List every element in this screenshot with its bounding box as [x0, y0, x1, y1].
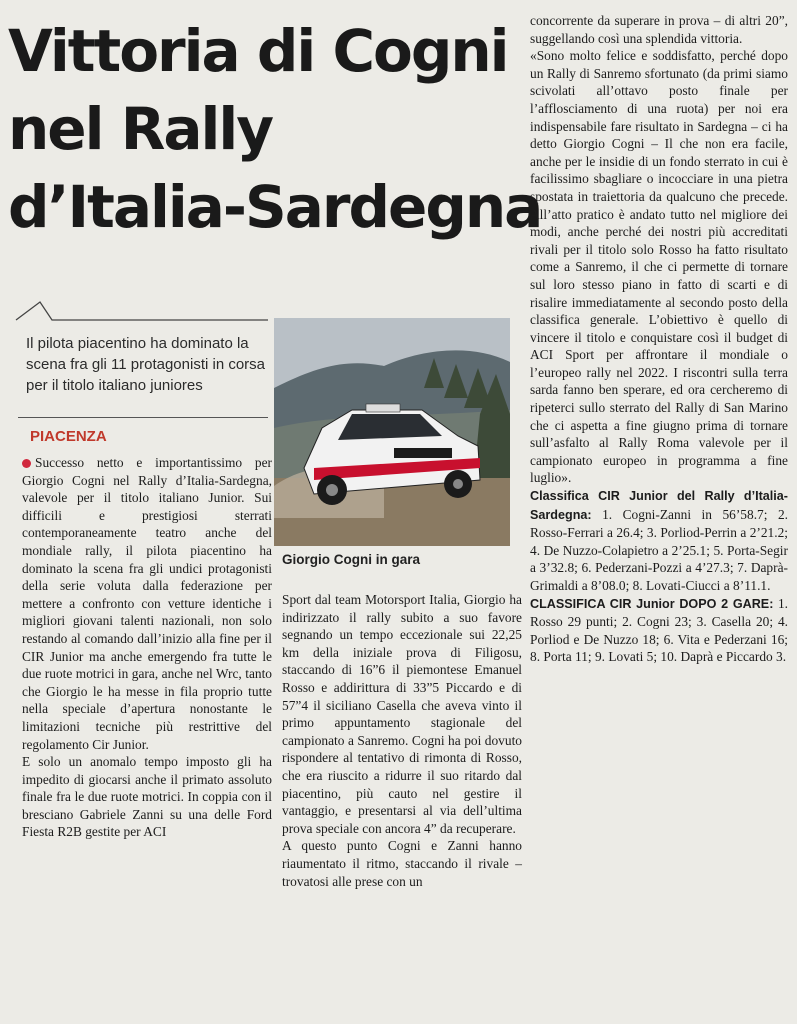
summary-divider [18, 417, 268, 418]
standings-label: CLASSIFICA CIR Junior DOPO 2 GARE: [530, 596, 774, 611]
article-column-3 [530, 12, 788, 666]
rally-photo [274, 318, 510, 546]
paragraph: Sport dal team Motorsport Italia, Giorgio ha indirizzato il rally subito a suo favore segnando un tempo eccezionale sui 22,25 km della iniziale prova di Filigosu, staccando di 16”6 il piemontese Emanuel Rosso e addirittura di 33”5 Piccardo e di 57”4 il siciliano Casella che aveva vinto il primo appuntamento stagionale del campionato a Sanremo. Cogni ha poi dovuto rispondere al tentativo di rimonta di Rosso, che era riuscito a ridurre il suo ritardo dal piacentino, più cauto nel gestire il vantaggio, e presentarsi al via dell’ultima prova speciale con ancora 4” da recuperare. [282, 592, 522, 836]
headline-line-3: d’Italia-Sardegna [8, 173, 542, 241]
summary-rule-icon [14, 296, 268, 322]
headline-line-2: nel Rally [8, 95, 273, 163]
paragraph-text: Successo netto e importantissimo per Giorgio Cogni nel Rally d’Italia-Sardegna, valevole per il titolo italiano Junior. Sui difficili e prestigiosi sterrati contemporaneamente teatro anche del mondiale rally, il pilota piacentino ha dominato la scena fra gli undici protagonisti della serie voluta dalla federazione per mettere a confronto con vetture identiche i migliori giovani talenti nazionali, non solo restando al comando dall’inizio alla fine per il CIR Junior ma anche emergendo fra tutte le due ruote motrici in gara, anche nel Wrc, tanto che Giorgio le ha messe in fila proprio tutte nella speciale d’apertura nonostante le limitazioni tecniche più restrittive del regolamento Cir Junior. [22, 455, 272, 752]
summary: Il pilota piacentino ha dominato la scena fra gli 11 protagonisti in corsa per il titolo italiano juniores [26, 335, 266, 394]
championship-standings [530, 595, 788, 666]
photo-caption: Giorgio Cogni in gara [282, 552, 420, 567]
standings-text: 1. Rosso 29 punti; 2. Cogni 23; 3. Casella 20; 4. Porliod e De Nuzzo 18; 6. Vita e Pederzani 16; 8. Porta 11; 9. Lovati 5; 10. Daprà e Piccardo 3. [530, 595, 788, 665]
paragraph: A questo punto Cogni e Zanni hanno riaumentato il ritmo, staccando il rivale – trovatosi alle prese con un [282, 838, 522, 889]
results-standings [530, 487, 788, 595]
paragraph [22, 454, 272, 753]
rally-car-image [274, 318, 510, 546]
article-column-1 [22, 454, 272, 841]
paragraph: «Sono molto felice e soddisfatto, perché dopo un Rally di Sanremo sfortunato (da primi siamo scivolati all’ottavo posto finale per l’afflosciamento di una ruota) per noi era indispensabile fare risultato in Sardegna – ci ha detto Giorgio Cogni – Il che non era facile, anche per le insidie di un fondo sterrato in cui è facilissimo sbagliare o incocciare in una pietra spostata in traiettoria da qualcuno che precede. All’atto pratico è andato tutto nel migliore dei modi, anche perché dei nostri più accreditati rivali per il titolo solo Rosso ha fatto risultato come a Sanremo, il che ci permette di tornare sul loro stesso piano in fatto di scarti e di risalire immediatamente al secondo posto della classifica generale. L’obiettivo è quello di vincere il titolo e conquistare così il budget di ACI Sport per affrontare il mondiale o l’europeo rally nel 2022. I riscontri sulla terra sarda fanno ben sperare, ed ora cercheremo di ripeterci sullo sterrato del Rally di San Marino che ci aspetta a fine giugno prima di tornare sull’asfalto al Rally Roma valevole per il campionato europeo in programma a fine luglio». [530, 48, 788, 486]
paragraph: E solo un anomalo tempo imposto gli ha impedito di giocarsi anche il primato assoluto finale fra le due ruote motrici. In coppia con il bresciano Gabriele Zanni su una delle Ford Fiesta R2B gestite per ACI [22, 754, 272, 840]
paragraph: concorrente da superare in prova – di altri 20”, suggellando così una splendida vittoria. [530, 13, 788, 46]
bullet-icon [22, 459, 31, 468]
headline [8, 12, 542, 246]
article-column-2 [282, 591, 522, 890]
results-label: Classifica CIR Junior del Rally d’Italia-Sardegna: [530, 489, 788, 522]
location-kicker: PIACENZA [30, 428, 107, 445]
results-text: 1. Cogni-Zanni in 56’58.7; 2. Rosso-Ferrari a 26.4; 3. Porliod-Perrin a 2’21.2; 4. De Nuzzo-Colapietro a 2’25.1; 5. Porta-Segir a 3’32.8; 6. Pederzani-Pozzi a 4’27.3; 7. Daprà-Grimaldi a 8’08.0; 8. Lovati-Ciucci a 8’11.1. [530, 506, 788, 593]
headline-line-1: Vittoria di Cogni [8, 17, 508, 85]
